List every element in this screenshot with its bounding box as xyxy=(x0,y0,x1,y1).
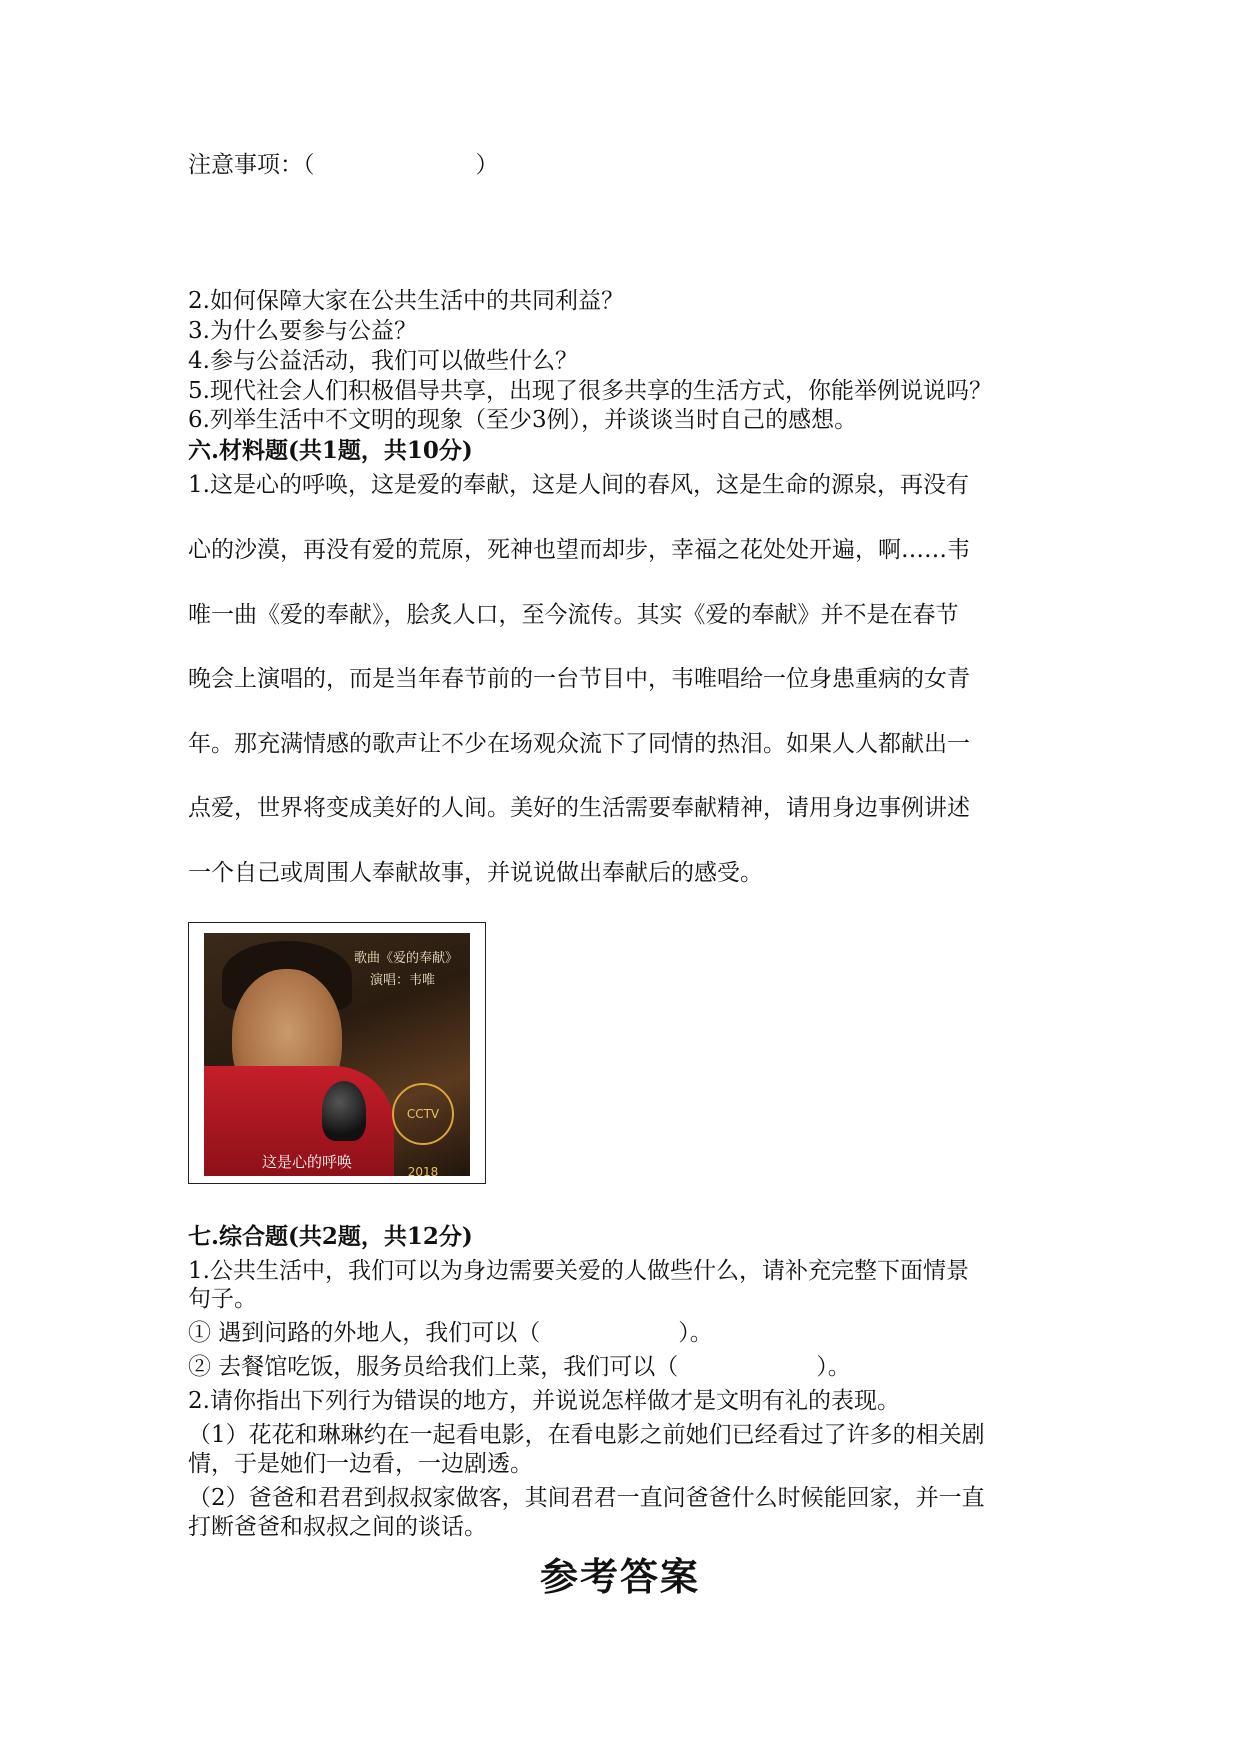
question-6: 6.列举生活中不文明的现象（至少3例），并谈谈当时自己的感想。 xyxy=(188,407,858,433)
comprehensive-line-6: （1）花花和琳琳约在一起看电影，在看电影之前她们已经看过了许多的相关剧 xyxy=(188,1422,985,1448)
photo-caption-song: 歌曲《爱的奉献》 xyxy=(354,951,459,966)
comprehensive-line-5: 2.请你指出下列行为错误的地方，并说说怎样做才是文明有礼的表现。 xyxy=(188,1388,900,1414)
section-6-heading: 六.材料题(共1题，共10分) xyxy=(188,437,473,464)
notes-line: 注意事项：（ ） xyxy=(188,152,499,178)
answer-key-title: 参考答案 xyxy=(539,1554,700,1599)
singer-photo-frame xyxy=(188,922,486,1184)
comprehensive-line-1: 1.公共生活中，我们可以为身边需要关爱的人做些什么，请补充完整下面情景 xyxy=(188,1258,969,1284)
photo-subtitle: 这是心的呼唤 xyxy=(262,1153,353,1171)
material-line-6: 点爱，世界将变成美好的人间。美好的生活需要奉献精神，请用身边事例讲述 xyxy=(188,795,970,821)
material-line-5: 年。那充满情感的歌声让不少在场观众流下了同情的热泪。如果人人都献出一 xyxy=(188,731,970,757)
comprehensive-line-9: 打断爸爸和叔叔之间的谈话。 xyxy=(188,1514,487,1540)
cctv-gala-logo: CCTV 2018 xyxy=(392,1083,454,1145)
comprehensive-line-8: （2）爸爸和君君到叔叔家做客，其间君君一直问爸爸什么时候能回家，并一直 xyxy=(188,1485,985,1511)
material-line-7: 一个自己或周围人奉献故事，并说说做出奉献后的感受。 xyxy=(188,860,763,886)
material-line-1: 1.这是心的呼唤，这是爱的奉献，这是人间的春风，这是生命的源泉，再没有 xyxy=(188,472,969,498)
comprehensive-line-2: 句子。 xyxy=(188,1286,257,1312)
comprehensive-line-3: ① 遇到问路的外地人，我们可以（ ）。 xyxy=(188,1320,713,1346)
material-line-2: 心的沙漠，再没有爱的荒原，死神也望而却步，幸福之花处处开遍，啊……韦 xyxy=(188,537,970,563)
comprehensive-line-7: 情，于是她们一边看，一边剧透。 xyxy=(188,1451,533,1477)
section-7-heading: 七.综合题(共2题，共12分) xyxy=(188,1223,473,1250)
comprehensive-line-4: ② 去餐馆吃饭，服务员给我们上菜，我们可以（ ）。 xyxy=(188,1354,851,1380)
material-line-4: 晚会上演唱的，而是当年春节前的一台节目中，韦唯唱给一位身患重病的女青 xyxy=(188,666,970,692)
microphone-icon xyxy=(322,1081,366,1141)
material-line-3: 唯一曲《爱的奉献》，脍炙人口，至今流传。其实《爱的奉献》并不是在春节 xyxy=(188,602,959,628)
photo-caption-singer: 演唱：韦唯 xyxy=(370,973,436,988)
question-4: 4.参与公益活动，我们可以做些什么？ xyxy=(188,348,578,374)
singer-photo xyxy=(204,933,470,1176)
question-3: 3.为什么要参与公益？ xyxy=(188,318,417,344)
question-2: 2.如何保障大家在公共生活中的共同利益？ xyxy=(188,288,624,314)
question-5: 5.现代社会人们积极倡导共享，出现了很多共享的生活方式，你能举例说说吗？ xyxy=(188,378,992,404)
